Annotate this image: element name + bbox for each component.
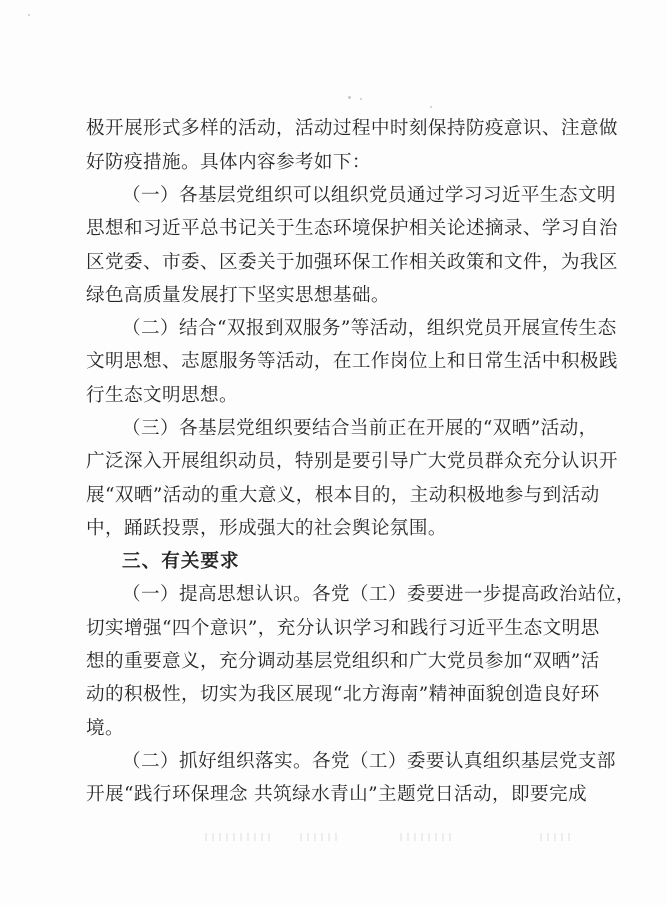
scan-speck [430,106,432,108]
text-line: 思想和习近平总书记关于生态环境保护相关论述摘录、学习自治 [86,218,618,239]
text-line: 展“双晒”活动的重大意义，根本目的，主动积极地参与到活动 [86,485,600,506]
text-line: 境。 [86,718,124,739]
scan-noise [400,833,455,841]
text-line: 开展“践行环保理念 共筑绿水青山”主题党日活动，即要完成 [86,784,587,805]
text-line: 广泛深入开展组织动员，特别是要引导广大党员群众充分认识开 [86,451,618,472]
scan-noise [205,833,275,841]
text-line: 想的重要意义，充分调动基层党组织和广大党员参加“双晒”活 [86,651,600,672]
text-line: （二）结合“双报到双服务”等活动，组织党员开展宣传生态 [122,318,617,339]
text-line: 文明思想、志愿服务等活动，在工作岗位上和日常生活中积极践 [86,351,618,372]
text-line: （一）提高思想认识。各党（工）委要进一步提高政治站位， [122,584,635,605]
text-line: 绿色高质量发展打下坚实思想基础。 [86,285,390,306]
scan-noise [300,833,340,841]
scan-speck [28,14,30,16]
text-line: （三）各基层党组织要结合当前正在开展的“双晒”活动， [122,418,598,439]
text-line: （一）各基层党组织可以组织党员通过学习习近平生态文明 [122,185,616,206]
text-line: （二）抓好组织落实。各党（工）委要认真组织基层党支部 [122,751,616,772]
scan-noise [540,833,570,841]
text-line: 区党委、市委、区委关于加强环保工作相关政策和文件，为我区 [86,252,618,273]
scan-speck [360,98,362,100]
scan-speck [348,96,351,99]
text-line: 好防疫措施。具体内容参考如下： [86,152,371,173]
section-heading: 三、有关要求 [122,551,240,572]
text-line: 行生态文明思想。 [86,385,238,406]
text-line: 切实增强“四个意识”，充分认识学习和践行习近平生态文明思 [86,618,600,639]
text-line: 动的积极性，切实为我区展现“北方海南”精神面貌创造良好环 [86,684,600,705]
text-line: 极开展形式多样的活动，活动过程中时刻保持防疫意识、注意做 [86,118,618,139]
text-line: 中，踊跃投票，形成强大的社会舆论氛围。 [86,518,447,539]
